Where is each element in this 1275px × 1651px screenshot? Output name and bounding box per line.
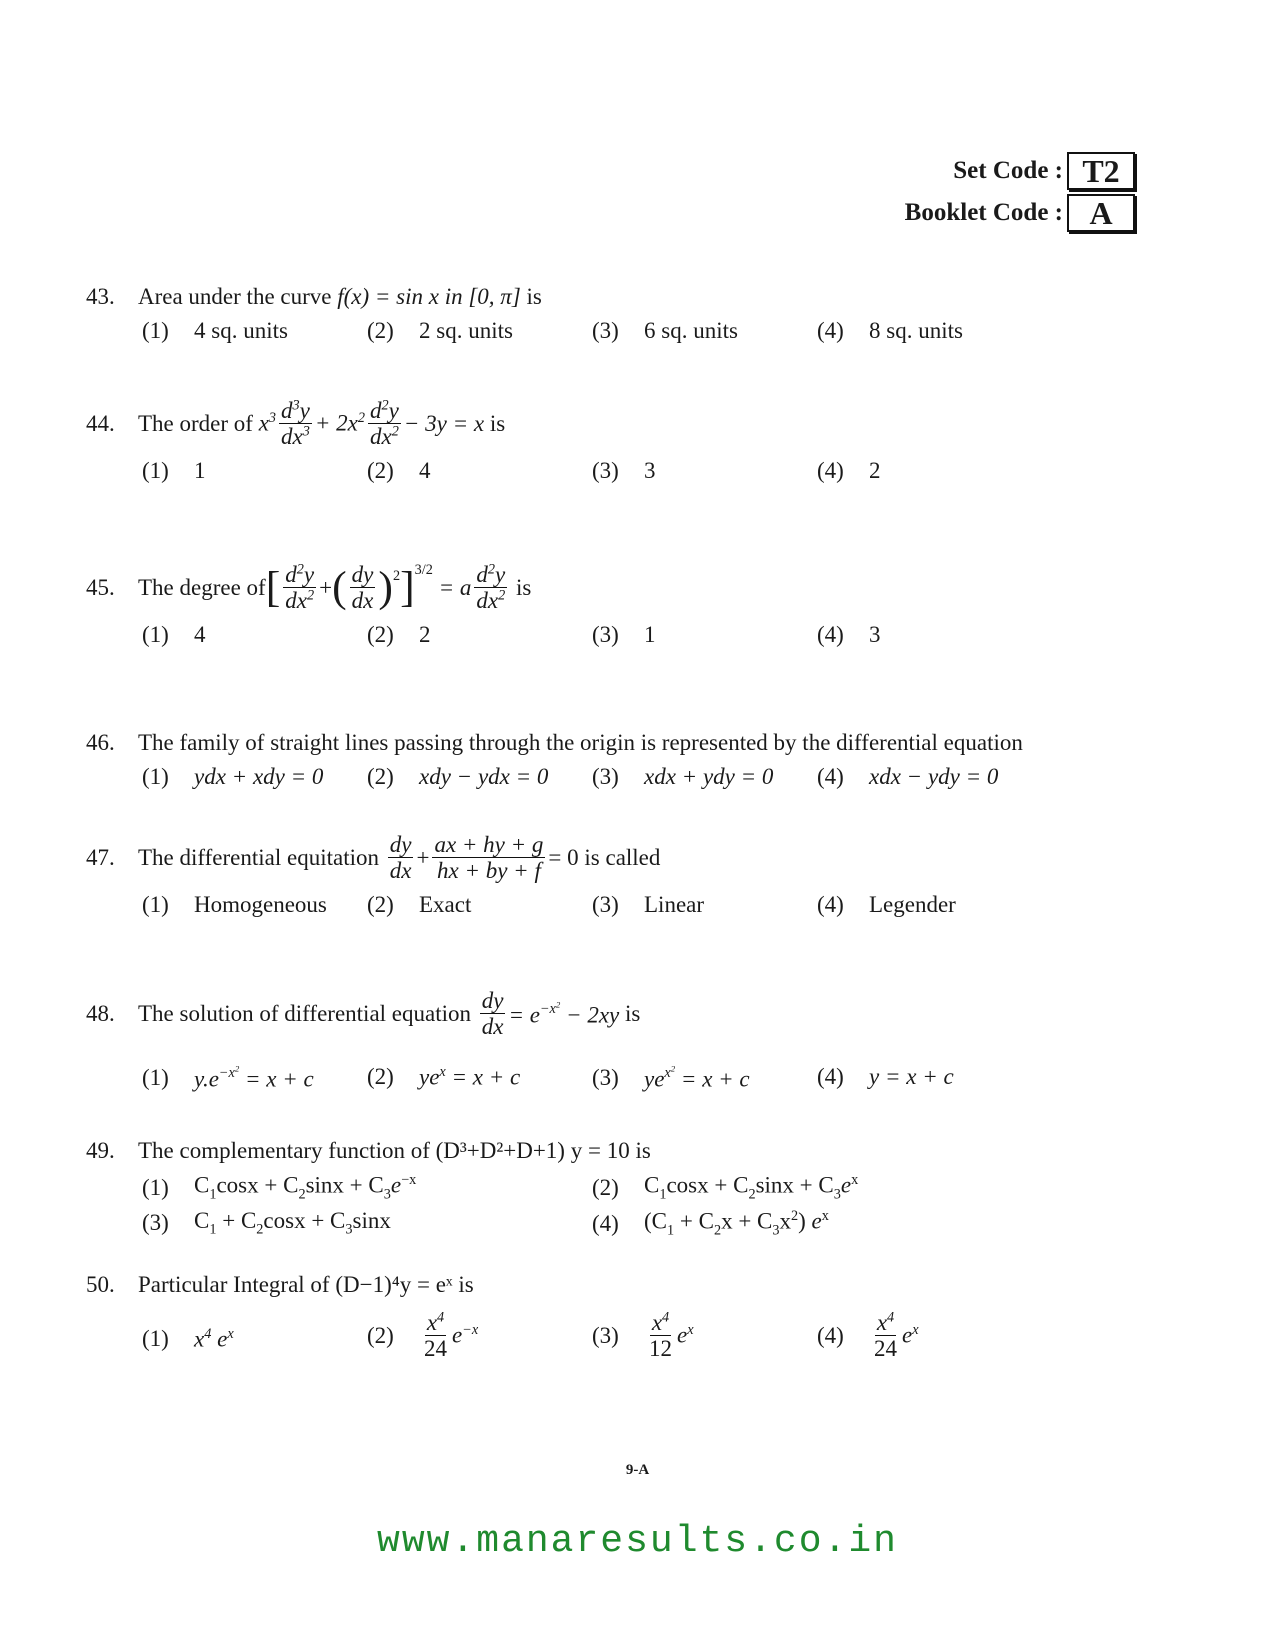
question-text-end: is [526,284,542,309]
option-1[interactable]: (1) 4 sq. units [142,318,288,343]
question-text: The degree of [138,574,266,600]
question-45: 45. The degree of [ $\frac{d^2y}{dx^2}$ + ( $\frac{dy}{dx}$ ) $^2$ ] $^{3/2}$ = a $\frac{d^2y}{dx^2}$ is (1) 4 (2) 2 (3) 1 (4) 3 [86,562,1196,662]
question-math: $x^3$ [258,410,277,437]
option-1[interactable]: (1) ydx + xdy = 0 [142,764,324,789]
question-text-end: is [625,1000,641,1026]
option-3[interactable]: (3) xdx + ydy = 0 [592,764,774,789]
option-2[interactable]: (2) xdy − ydx = 0 [367,764,549,789]
fraction-d3y-dx3: $\frac{d^3y}{dx^3}$ [281,397,310,450]
option-2[interactable]: (2) $C_1\cos x + C_2\sin x + C_3e^x$ [592,1172,859,1203]
fraction-d2y-dx2-rhs: $\frac{d^2y}{dx^2}$ [476,561,506,614]
options [142,1064,1196,1104]
option-3[interactable]: (3) $\frac{x^4}{12}$ $e^x$ [592,1309,694,1362]
option-3[interactable]: (3) $ye^{x^2} = x + c$ [592,1063,750,1091]
question-text: The solution of differential equation [138,1000,471,1026]
question-49 [86,1138,1196,1242]
question-text: The family of straight lines passing through the origin is represented by the differential equation [138,730,1023,755]
question-text-end: is [489,410,506,436]
options [142,458,1196,498]
fraction-d2y-dx2: $\frac{d^2y}{dx^2}$ [285,561,315,614]
question-number: 44. [86,410,115,436]
option-2[interactable]: (2) $ye^x = x + c$ [367,1063,521,1090]
question-math: f(x) = sin x in [0, π] [337,284,521,309]
options [142,764,1196,804]
options-row-2 [142,1208,1196,1242]
question-number: 49. [86,1138,115,1163]
question-number: 50. [86,1272,115,1297]
options [142,318,1196,358]
options [142,1310,1196,1380]
footer-url[interactable]: www.manaresults.co.in [377,1520,898,1563]
question-text-end: is [515,574,532,600]
option-4[interactable]: (4) Legender [817,891,956,917]
option-4[interactable]: (4) $\frac{x^4}{24}$ $e^x$ [817,1309,919,1362]
option-3[interactable]: (3) 3 [592,457,656,483]
option-1[interactable]: (1) $y.e^{-x^2} = x + c$ [142,1063,314,1091]
option-4[interactable]: (4) 2 [817,457,881,483]
question-47: 47. The differential equitation $\frac{dy}{dx}$ + $\frac{ax + hy + g}{hx + by + f}$ = 0 is called (1) Homogeneous (2) Exact (3) Linear (4) Legender [86,832,1196,932]
option-3[interactable]: (3) 1 [592,621,656,647]
question-text: The order of [138,410,253,436]
question-text-end: is called [584,844,661,870]
booklet-code-row [835,192,1135,234]
option-3[interactable]: (3) $C_1 + C_2\cos x + C_3\sin x$ [142,1208,391,1238]
option-2[interactable]: (2) 4 [367,457,431,483]
option-1[interactable]: (1) $x^4$ $e^x$ [142,1326,234,1352]
question-44: 44. The order of $x^3$ $\frac{d^3y}{dx^3}$ + $2x^2$ $\frac{d^2y}{dx^2}$ − 3y = x is (1) 1 (2) 4 (3) 3 (4) 2 [86,398,1196,498]
option-4[interactable]: (4) 8 sq. units [817,318,963,343]
set-code-row [835,150,1135,192]
option-1[interactable]: (1) $C_1\cos x + C_2\sin x + C_3e^{-x}$ [142,1172,417,1203]
question-43 [86,284,1196,358]
question-text: Particular Integral of (D−1)⁴y = eˣ is [138,1272,474,1297]
question-number: 48. [86,1000,115,1026]
option-2[interactable]: (2) 2 sq. units [367,318,513,343]
page-number: 9-A [625,1462,650,1478]
fraction-ax-hy-g: $\frac{ax + hy + g}{hx + by + f}$ [434,832,544,884]
option-4[interactable]: (4) $(C_1 + C_2x + C_3x^2)$ $e^x$ [592,1208,829,1239]
question-48: 48. The solution of differential equation $\frac{dy}{dx}$ = $e^{-x^2} - 2xy$ is (1) $y.e^{-x^2} = x + c$ (2) $ye^x = x + c$ (3) $ye^{x^2} = x + c$ (4) y = x + c [86,988,1196,1104]
question-50 [86,1272,1196,1380]
option-1[interactable]: (1) 1 [142,457,206,483]
option-4[interactable]: (4) 3 [817,621,881,647]
fraction-d2y-dx2: $\frac{d^2y}{dx^2}$ [370,397,399,450]
question-text: The differential equitation [138,844,379,870]
question-text: Area under the curve [138,284,332,309]
option-1[interactable]: (1) 4 [142,621,206,647]
option-1[interactable]: (1) Homogeneous [142,891,327,917]
option-4[interactable]: (4) y = x + c [817,1063,954,1089]
options-row-1 [142,1172,1196,1206]
set-code-value: T2 [1067,152,1135,190]
set-code-label: Set Code : [953,157,1063,184]
question-number: 47. [86,844,115,870]
header-codes [835,150,1135,234]
option-3[interactable]: (3) 6 sq. units [592,318,738,343]
option-4[interactable]: (4) xdx − ydy = 0 [817,764,999,789]
question-number: 46. [86,730,115,755]
booklet-code-label: Booklet Code : [904,199,1063,226]
question-number: 43. [86,284,115,309]
booklet-code-value: A [1067,194,1135,232]
question-number: 45. [86,574,115,600]
fraction-dy-dx: $\frac{dy}{dx}$ [481,988,504,1040]
options [142,892,1196,932]
option-2[interactable]: (2) 2 [367,621,431,647]
option-2[interactable]: (2) $\frac{x^4}{24}$ $e^{-x}$ [367,1309,479,1362]
question-text: The complementary function of (D³+D²+D+1) y = 10 is [138,1138,651,1163]
option-2[interactable]: (2) Exact [367,891,472,917]
fraction-dy-dx: $\frac{dy}{dx}$ [389,832,412,884]
question-46 [86,730,1196,804]
option-3[interactable]: (3) Linear [592,891,705,917]
options [142,622,1196,662]
fraction-dy-dx: $\frac{dy}{dx}$ [351,562,374,614]
